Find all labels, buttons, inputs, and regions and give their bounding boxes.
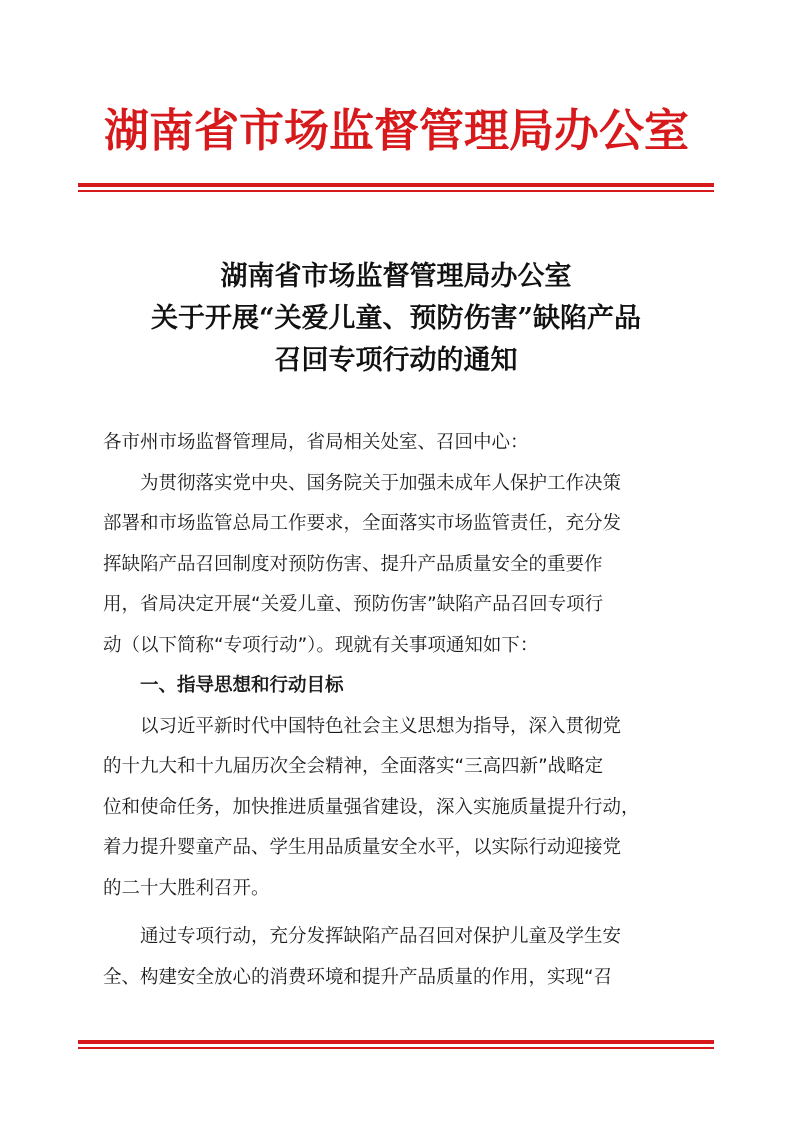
divider-thin-line	[78, 1047, 714, 1049]
section-paragraph: 以习近平新时代中国特色社会主义思想为指导，深入贯彻党 的十九大和十九届历次全会精神，全面落实“三高四新”战略定 位和使命任务，加快推进质量强省建设，深入实施质量提升行动， 着力提升婴童产品、学生用品质量安全水平，以实际行动迎接党 的二十大胜利召开。	[103, 715, 640, 899]
document-body	[103, 423, 703, 998]
masthead-divider	[78, 183, 714, 192]
title-line: 关于开展“关爱儿童、预防伤害”缺陷产品	[150, 303, 642, 334]
footer-divider	[78, 1040, 714, 1049]
salutation: 各市州市场监督管理局，省局相关处室、召回中心：	[103, 432, 529, 453]
masthead: 湖南省市场监督管理局办公室	[103, 104, 689, 157]
section-paragraph: 通过专项行动，充分发挥缺陷产品召回对保护儿童及学生安 全、构建安全放心的消费环境和提升产品质量的作用，实现“召	[103, 926, 622, 988]
title-line: 湖南省市场监督管理局办公室	[220, 261, 572, 292]
title-line: 召回专项行动的通知	[274, 345, 518, 376]
document-title	[78, 256, 714, 382]
intro-paragraph: 为贯彻落实党中央、国务院关于加强未成年人保护工作决策 部署和市场监管总局工作要求，全面落实市场监管责任，充分发 挥缺陷产品召回制度对预防伤害、提升产品质量安全的重要作 用，省局决定开展“关爱儿童、预防伤害”缺陷产品召回专项行 动（以下简称“专项行动”）。现就有关事项通知如下：	[103, 472, 622, 656]
divider-thin-line	[78, 190, 714, 192]
section-heading: 一、指导思想和行动目标	[140, 675, 344, 696]
